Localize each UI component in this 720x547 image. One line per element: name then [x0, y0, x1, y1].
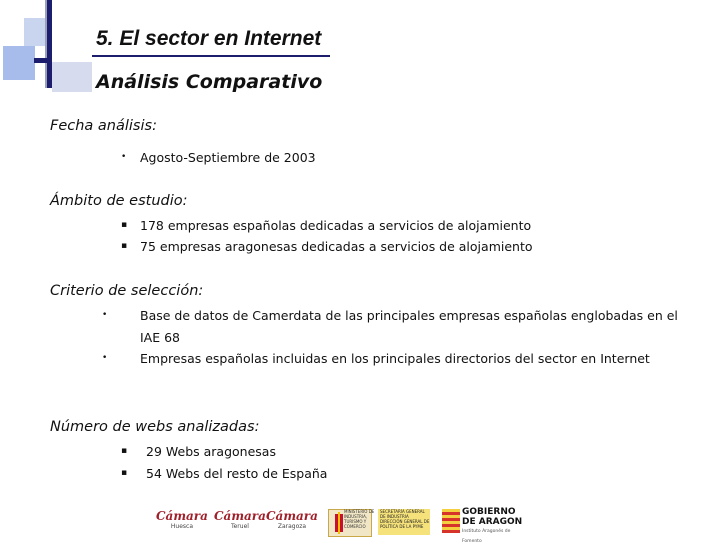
list-item: • Base de datos de Camerdata de las principales empresas españolas englobadas en el IAE 68 — [121, 304, 700, 348]
camara-teruel-logo: Cámara Teruel — [214, 509, 266, 530]
sponsor-logos — [150, 505, 530, 544]
bullet-icon: • — [121, 152, 127, 162]
bullet-icon: ▪ — [121, 241, 128, 251]
title-underline — [92, 55, 330, 57]
header-decoration-square — [24, 18, 46, 46]
ministerio-text: MINISTERIO DE INDUSTRIA, TURISMO Y COMERCIO — [344, 509, 375, 529]
bullet-icon: • — [102, 353, 108, 363]
page-title: 5. El sector en Internet — [96, 27, 322, 50]
aragon-flag-icon — [442, 509, 460, 533]
bullet-icon: ▪ — [121, 468, 128, 478]
list-item: • Agosto-Septiembre de 2003 — [121, 146, 691, 168]
section-title-numero-webs: Número de webs analizadas: — [50, 419, 260, 435]
header-decoration-square — [3, 46, 35, 80]
list-item: ▪ 178 empresas españolas dedicadas a servicios de alojamiento — [121, 214, 691, 236]
header-decoration-line — [47, 0, 52, 88]
secretaria-logo: SECRETARÍA GENERAL DE INDUSTRIA DIRECCIÓN GENERAL DE POLÍTICA DE LA PYME — [378, 509, 430, 535]
list-item: ▪ 54 Webs del resto de España — [121, 462, 691, 484]
list-item: ▪ 29 Webs aragonesas — [121, 440, 691, 462]
camara-huesca-logo: Cámara Huesca — [156, 509, 208, 530]
bullet-icon: ▪ — [121, 220, 128, 230]
header-decoration-line — [34, 58, 52, 63]
camara-zaragoza-logo: Cámara Zaragoza — [266, 509, 318, 530]
section-title-ambito: Ámbito de estudio: — [50, 193, 188, 209]
section-title-fecha: Fecha análisis: — [50, 118, 157, 134]
page-subtitle: Análisis Comparativo — [96, 71, 323, 93]
bullet-icon: • — [102, 310, 108, 320]
list-item: • Empresas españolas incluidas en los principales directorios del sector en Internet — [121, 347, 700, 369]
section-title-criterio: Criterio de selección: — [50, 283, 204, 299]
header-decoration-square — [52, 62, 92, 92]
list-item: ▪ 75 empresas aragonesas dedicadas a servicios de alojamiento — [121, 235, 691, 257]
bullet-icon: ▪ — [121, 446, 128, 456]
gobierno-aragon-logo: GOBIERNO DE ARAGON Instituto Aragonés de Fomento — [462, 507, 523, 544]
